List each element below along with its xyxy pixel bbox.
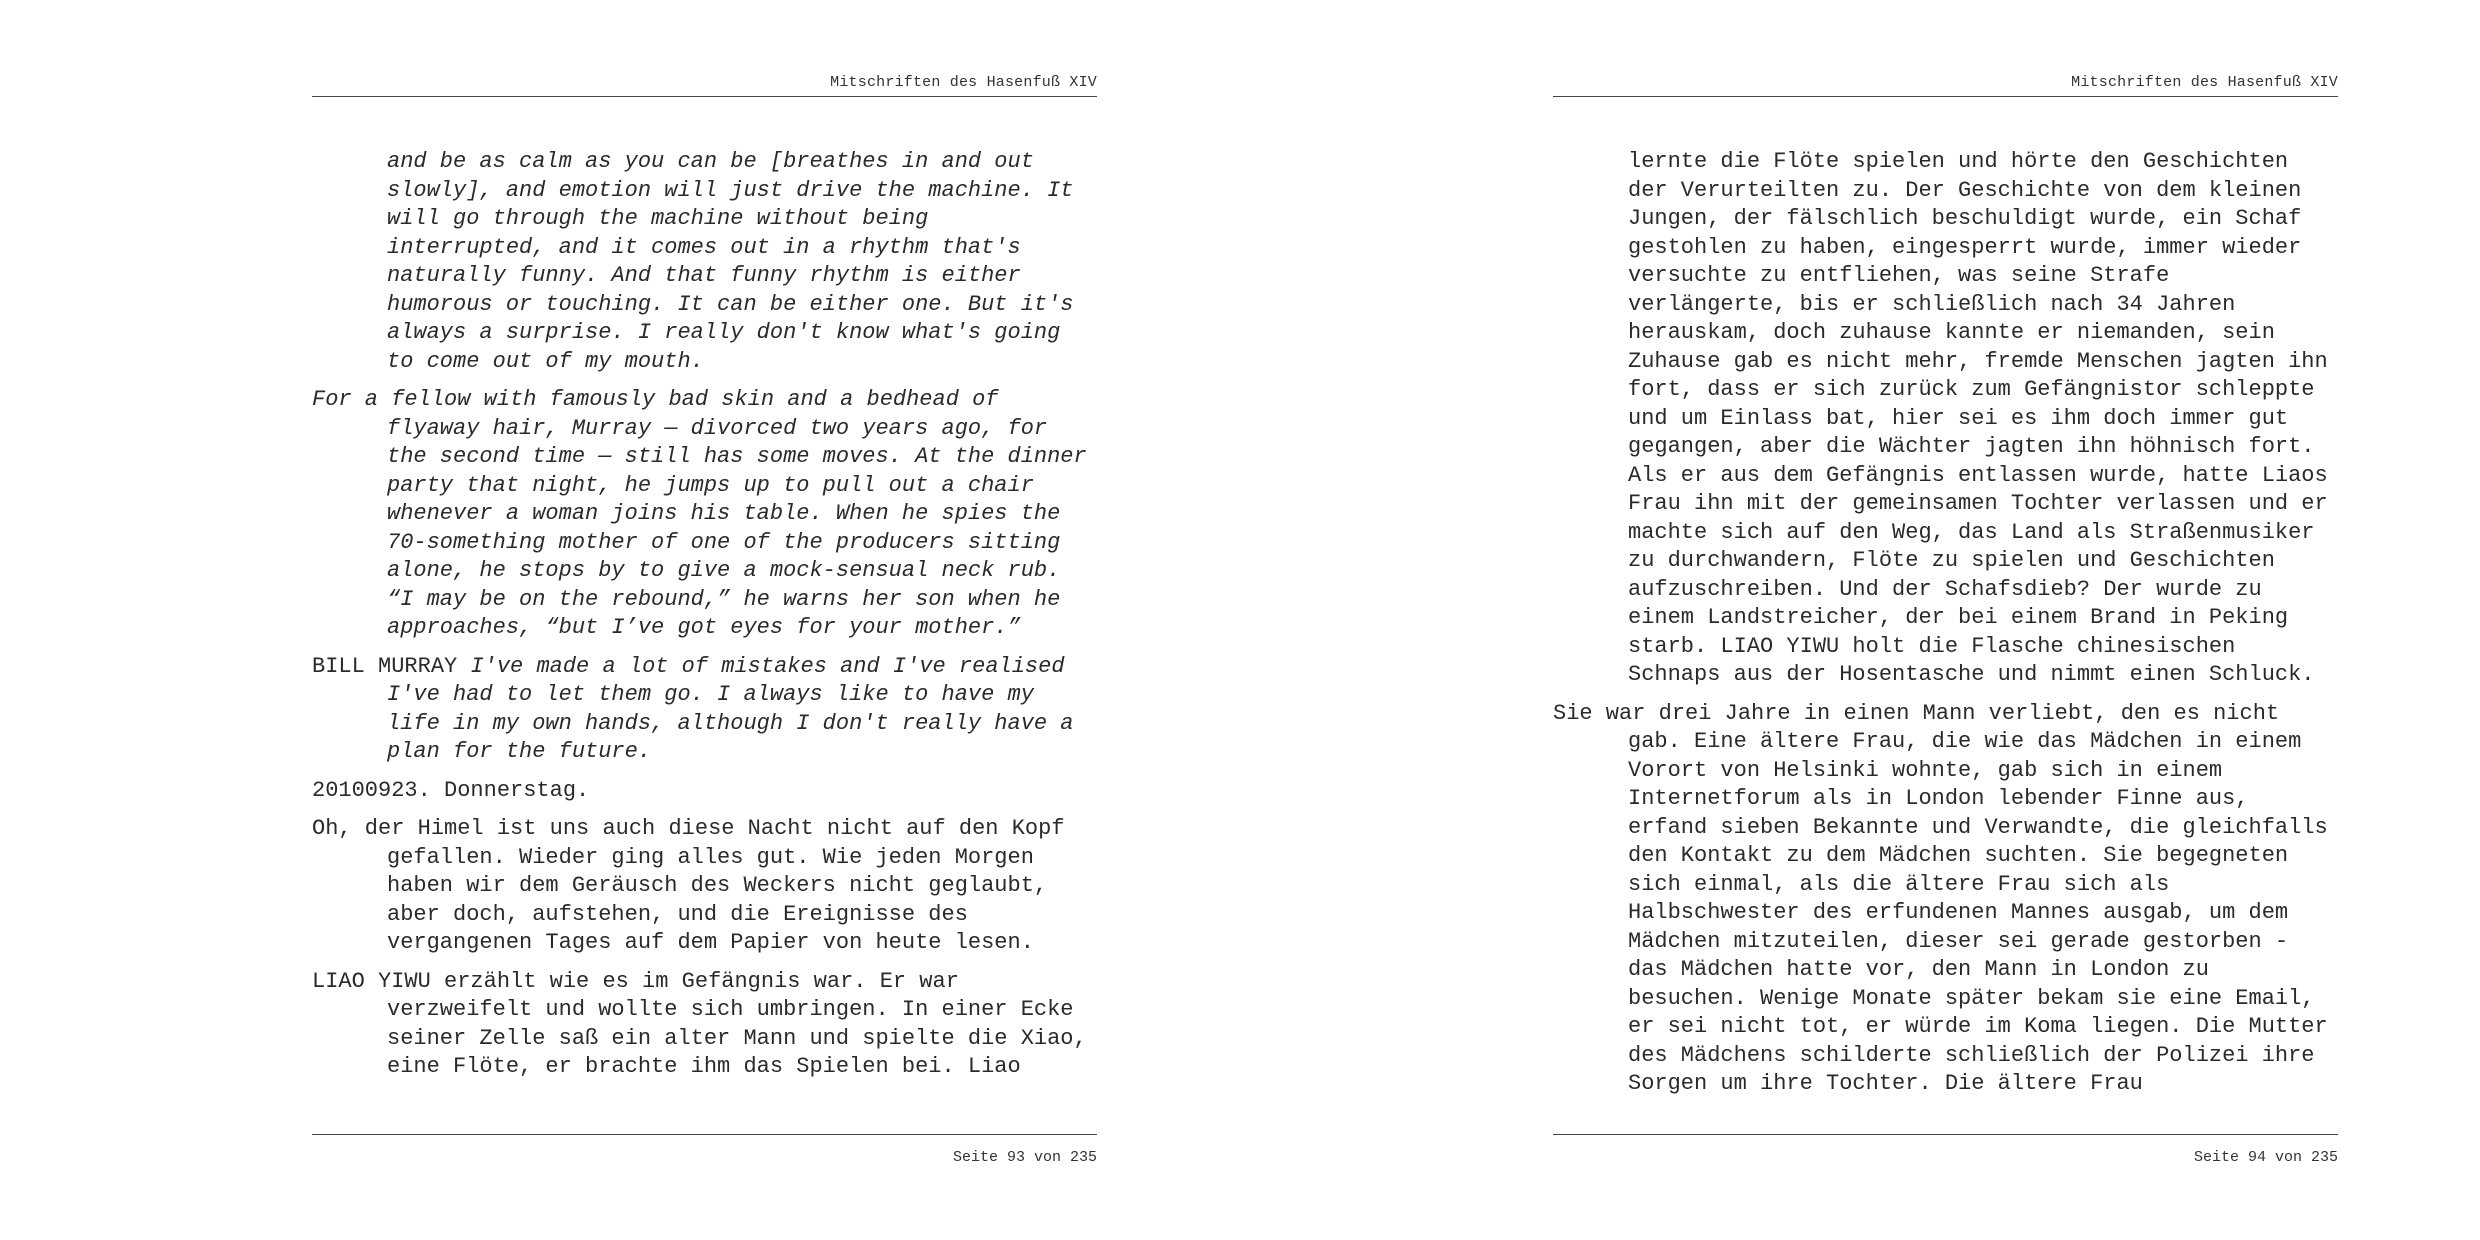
footer-rule — [312, 1134, 1097, 1135]
page-body — [312, 148, 1097, 1092]
paragraph: Sie war drei Jahre in einen Mann verliebt, den es nicht gab. Eine ältere Frau, die wie das Mädchen in einem Vorort von Helsinki wohnte, gab sich in einem Internetforum als in London lebender Finne aus, erfand sieben Bekannte und Verwandte, die gleichfalls den Kontakt zu dem Mädchen suchten. Sie begegneten sich einmal, als die ältere Frau sich als Halbschwester des erfundenen Mannes ausgab, um dem Mädchen mitzuteilen, dieser sei gerade gestorben - das Mädchen hatte vor, den Mann in London zu besuchen. Wenige Monate später bekam sie eine Email, er sei nicht tot, er würde im Koma liegen. Die Mutter des Mädchens schilderte schließlich der Polizei ihre Sorgen um ihre Tochter. Die ältere Frau — [1553, 700, 2328, 1096]
date-heading: 20100923. Donnerstag. — [312, 777, 590, 803]
page-number: Seite 94 von 235 — [2193, 1149, 2338, 1166]
paragraph: Oh, der Himel ist uns auch diese Nacht nicht auf den Kopf gefallen. Wieder ging alles gut. Wie jeden Morgen haben wir dem Geräusch des Weckers nicht geglaubt, aber doch, aufstehen, und die Ereignisse des vergangenen Tages auf dem Papier von heute lesen. — [312, 816, 1065, 955]
speaker-name: BILL MURRAY — [312, 653, 458, 679]
paragraph-interview — [312, 653, 1097, 767]
footer-rule — [1553, 1134, 2338, 1135]
page-header: Mitschriften des Hasenfuß XIV — [830, 74, 1097, 91]
paragraph-quote: and be as calm as you can be [breathes in and out slowly], and emotion will just drive the machine. It will go through the machine without being interrupted, and it comes out in a rhythm that's naturally funny. And that funny rhythm is either humorous or touching. It can be either one. But it's always a surprise. I really don't know what's going to come out of my mouth. — [387, 149, 1074, 374]
paragraph: For a fellow with famously bad skin and a bedhead of flyaway hair, Murray — divorced two years ago, for the second time — still has some moves. At the dinner party that night, he jumps up to pull out a chair whenever a woman joins his table. When he spies the 70-something mother of one of the producers sitting alone, he stops by to give a mock-sensual neck rub. “I may be on the rebound,” he warns her son when he approaches, “but I’ve got eyes for your mother.” — [312, 387, 1087, 640]
speaker-text: I've made a lot of mistakes and I've realised I've had to let them go. I always like to have my life in my own hands, although I don't really have a plan for the future. — [387, 653, 1074, 764]
paragraph: LIAO YIWU erzählt wie es im Gefängnis war. Er war verzweifelt und wollte sich umbringen. In einer Ecke seiner Zelle saß ein alter Mann und spielte die Xiao, eine Flöte, er brachte ihm das Spielen bei. Liao — [312, 968, 1087, 1079]
page-header: Mitschriften des Hasenfuß XIV — [2071, 74, 2338, 91]
paragraph-continued: lernte die Flöte spielen und hörte den Geschichten der Verurteilten zu. Der Geschichte von dem kleinen Jungen, der fälschlich beschuldigt wurde, ein Schaf gestohlen zu haben, eingesperrt wurde, immer wieder versuchte zu entfliehen, was seine Strafe verlängerte, bis er schließlich nach 34 Jahren herauskam, doch zuhause kannte er niemanden, sein Zuhause gab es nicht mehr, fremde Menschen jagten ihn fort, dass er sich zurück zum Gefängnistor schleppte und um Einlass bat, hier sei es ihm doch immer gut gegangen, aber die Wächter jagten ihn höhnisch fort. Als er aus dem Gefängnis entlassen wurde, hatte Liaos Frau ihn mit der gemeinsamen Tochter verlassen und er machte sich auf den Weg, das Land als Straßenmusiker zu durchwandern, Flöte zu spielen und Geschichten aufzuschreiben. Und der Schafsdieb? Der wurde zu einem Landstreicher, der bei einem Brand in Peking starb. LIAO YIWU holt die Flasche chinesischen Schnaps aus der Hosentasche und nimmt einen Schluck. — [1628, 149, 2328, 687]
right-page — [1553, 0, 2338, 1240]
page-number: Seite 93 von 235 — [952, 1149, 1097, 1166]
left-page — [312, 0, 1097, 1240]
header-rule — [312, 96, 1097, 97]
page-body — [1553, 148, 2338, 1109]
header-rule — [1553, 96, 2338, 97]
